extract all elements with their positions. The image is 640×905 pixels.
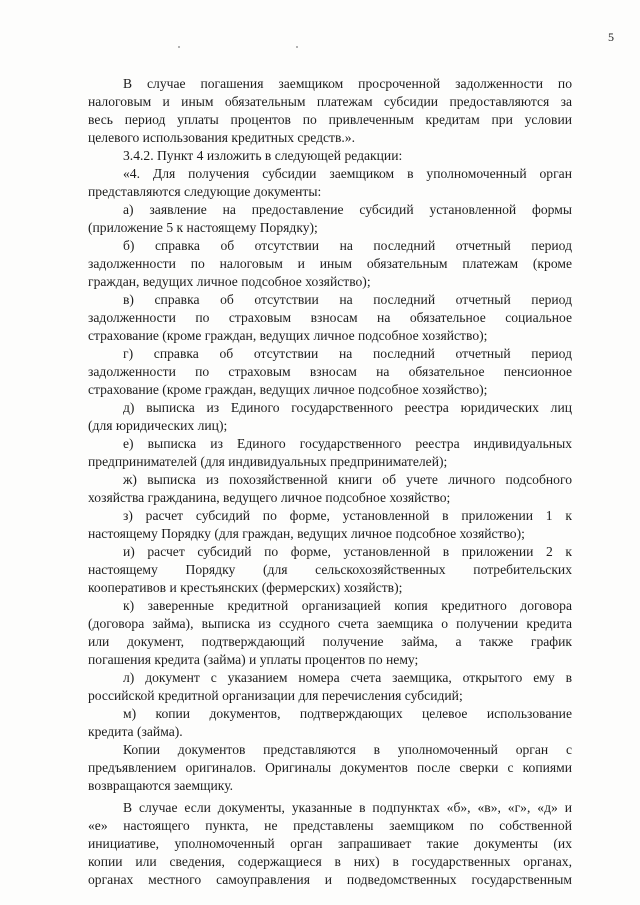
text-line: в) справка об отсутствии на последний отчетный период xyxy=(123,292,572,307)
text-line: е) выписка из Единого государственного реестра индивидуальных xyxy=(123,436,572,451)
text-line: органах местного самоуправления и подведомственных государственным xyxy=(88,872,572,887)
text-line: м) копии документов, подтверждающих целевое использование xyxy=(123,706,572,721)
text-line: граждан, ведущих личное подсобное хозяйство); xyxy=(88,274,371,289)
text-line: «4. Для получения субсидии заемщиком в уполномоченный орган xyxy=(123,166,572,181)
text-line: к) заверенные кредитной организацией копия кредитного договора xyxy=(123,598,572,613)
text-line: кооперативов и крестьянских (фермерских) хозяйств); xyxy=(88,580,403,595)
text-line: настоящему Порядку (для граждан, ведущих личное подсобное хозяйство); xyxy=(88,526,525,541)
text-line: предъявлением оригиналов. Оригиналы документов после сверки с копиями xyxy=(88,760,572,775)
text-line: весь период уплаты процентов по привлеченным кредитам при условии xyxy=(88,112,572,127)
text-line: или документ, подтверждающий получение займа, а также график xyxy=(88,634,572,649)
scan-speck xyxy=(178,46,180,48)
text-line: з) расчет субсидий по форме, установленной в приложении 1 к xyxy=(123,508,572,523)
text-line: возвращаются заемщику. xyxy=(88,778,234,793)
text-line: налоговым и иным обязательным платежам субсидии предоставляются за xyxy=(88,94,572,109)
text-line: и) расчет субсидий по форме, установленной в приложении 2 к xyxy=(123,544,572,559)
text-line: г) справка об отсутствии на последний отчетный период xyxy=(123,346,572,361)
text-line: (договора займа), выписка из ссудного счета заемщика о получении кредита xyxy=(88,616,572,631)
text-line: задолженности по страховым взносам на обязательное социальное xyxy=(88,310,572,325)
text-line: предпринимателей (для индивидуальных предпринимателей); xyxy=(88,454,448,469)
text-line: представляются следующие документы: xyxy=(88,184,322,199)
text-line: В случае погашения заемщиком просроченной задолженности по xyxy=(123,76,572,91)
text-line: настоящему Порядку (для сельскохозяйственных потребительских xyxy=(88,562,572,577)
text-line: задолженности по страховым взносам на обязательное пенсионное xyxy=(88,364,572,379)
text-line: инициативе, уполномоченный орган запрашивает такие документы (их xyxy=(88,836,572,851)
text-line: задолженности по налоговым и иным обязательным платежам (кроме xyxy=(88,256,572,271)
text-line: страхование (кроме граждан, ведущих личное подсобное хозяйство); xyxy=(88,328,488,343)
text-line: хозяйства гражданина, ведущего личное подсобное хозяйство; xyxy=(88,490,451,505)
text-line: д) выписка из Единого государственного реестра юридических лиц xyxy=(123,400,572,415)
text-line: копии или сведения, содержащиеся в них) в государственных органах, xyxy=(88,854,572,869)
text-line: ж) выписка из похозяйственной книги об учете личного подсобного xyxy=(123,472,572,487)
page-number: 5 xyxy=(608,30,614,44)
text-line: (приложение 5 к настоящему Порядку); xyxy=(88,220,318,235)
text-line: Копии документов представляются в уполномоченный орган с xyxy=(123,742,572,757)
text-line: «е» настоящего пункта, не представлены заемщиком по собственной xyxy=(88,818,572,833)
text-line: погашения кредита (займа) и уплаты процентов по нему; xyxy=(88,652,419,667)
text-line: российской кредитной организации для перечисления субсидий; xyxy=(88,688,463,703)
text-line: б) справка об отсутствии на последний отчетный период xyxy=(123,238,572,253)
text-line: (для юридических лиц); xyxy=(88,418,228,433)
text-line: 3.4.2. Пункт 4 изложить в следующей редакции: xyxy=(123,148,403,163)
text-line: целевого использования кредитных средств.». xyxy=(88,130,356,145)
text-line: страхование (кроме граждан, ведущих личное подсобное хозяйство); xyxy=(88,382,488,397)
text-line: кредита (займа). xyxy=(88,724,183,739)
text-line: В случае если документы, указанные в подпунктах «б», «в», «г», «д» и xyxy=(123,800,572,815)
text-line: л) документ с указанием номера счета заемщика, открытого ему в xyxy=(123,670,572,685)
text-line: а) заявление на предоставление субсидий установленной формы xyxy=(123,202,572,217)
scan-speck xyxy=(296,46,298,48)
